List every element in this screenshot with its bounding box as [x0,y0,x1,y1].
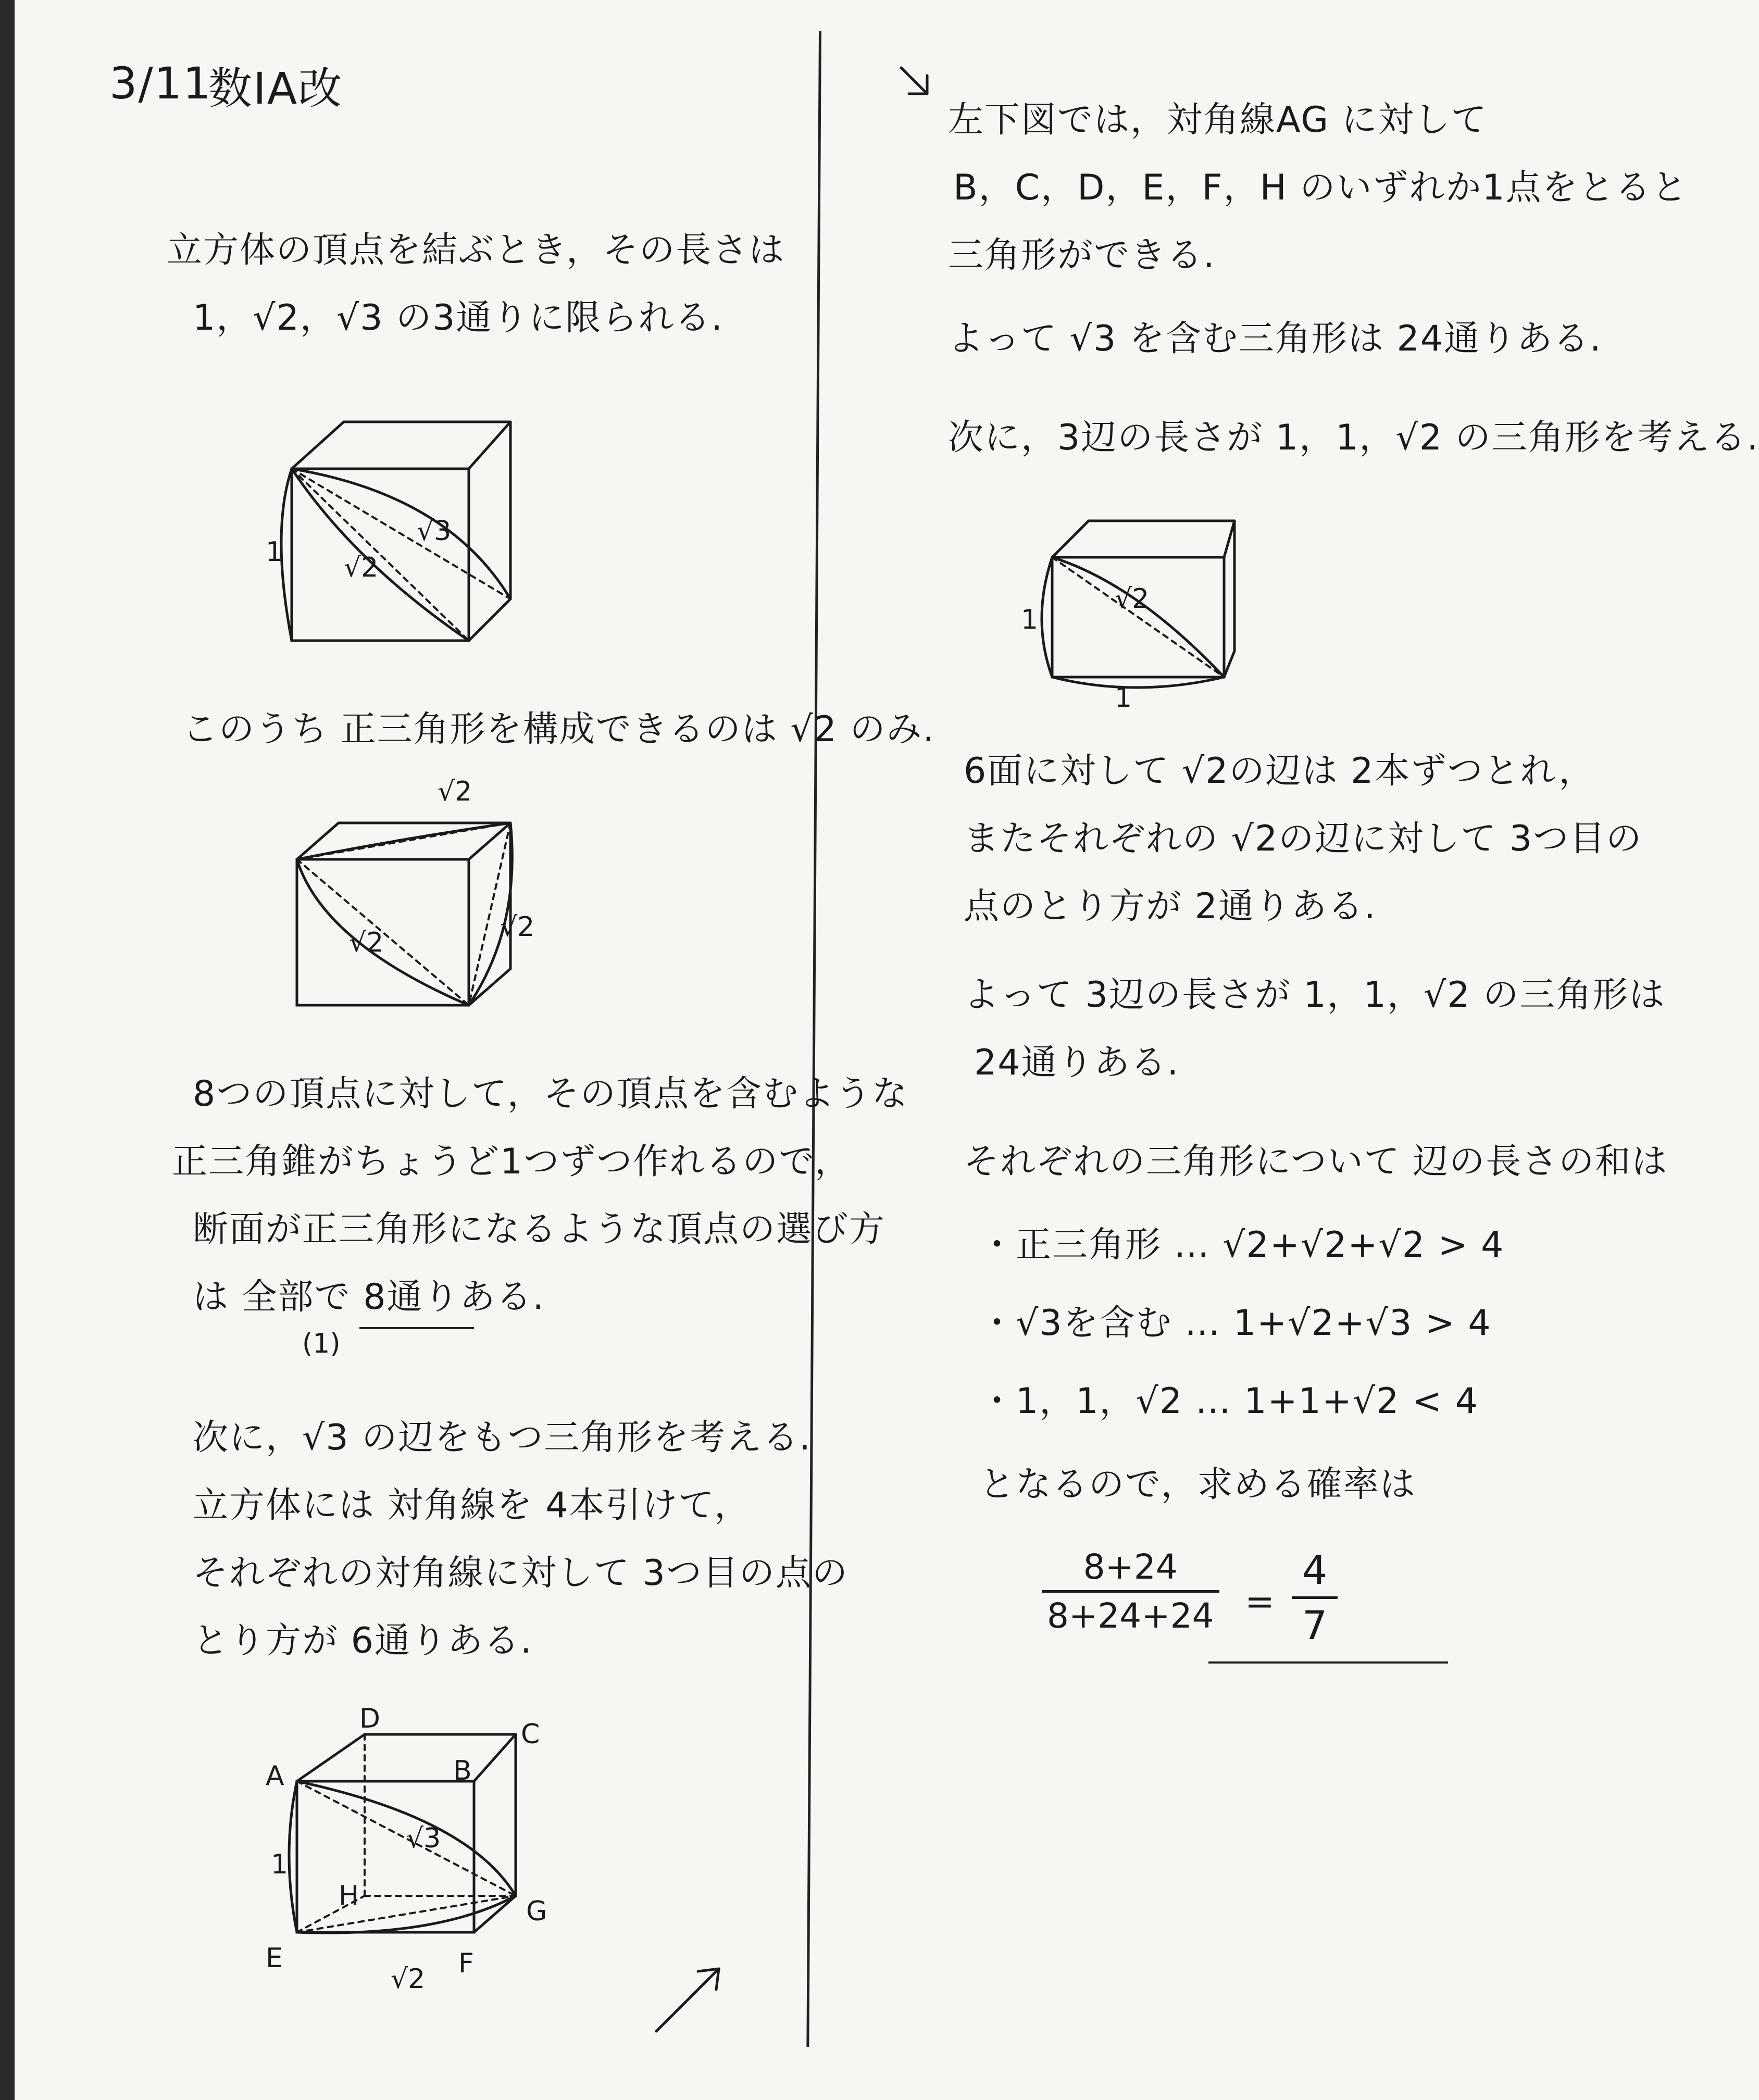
fig3-label-one: 1 [271,1849,289,1880]
answer-underline-2 [1208,1661,1448,1664]
intro-line-2: 1，√2，√3 の3通りに限られる. [193,297,723,339]
cube-figure-2 [281,813,531,1021]
fraction-numerator: 8+24 [1083,1547,1178,1587]
fig1-label-sqrt3: √3 [417,516,452,547]
vertex-label-e: E [266,1943,283,1974]
fig1-label-sqrt2: √2 [344,552,379,583]
para1-line-2: 正三角錐がちょうど1つずつ作れるので， [172,1141,851,1182]
right-p5-line-2: 24通りある. [974,1042,1180,1083]
column-divider [806,31,821,2047]
vertex-label-g: G [526,1896,547,1927]
fraction-bar [1042,1590,1219,1593]
fig2-label-top: √2 [438,776,472,807]
cube-figure-1 [260,411,531,661]
probability-fraction [1042,1547,1219,1636]
fraction-denominator: 8+24+24 [1047,1596,1214,1636]
fig4-label-sqrt2: √2 [1115,583,1150,615]
para2-line-3: それぞれの対角線に対して 3つ目の点の [193,1553,849,1594]
date: 3/11 [109,58,212,109]
fig2-label-right: √2 [500,911,535,943]
result-denominator: 7 [1302,1602,1328,1648]
right-p7: となるので，求める確率は [979,1464,1416,1505]
result-fraction [1292,1547,1338,1648]
right-p6: それぞれの三角形について 辺の長さの和は [964,1141,1668,1182]
right-p1-line-3: 三角形ができる. [948,235,1216,276]
fig3-label-sqrt2: √2 [391,1964,426,1995]
fig4-label-one-left: 1 [1021,604,1039,635]
para2-line-2: 立方体には 対角線を 4本引けて， [193,1485,751,1526]
fig3-label-sqrt3: √3 [406,1823,441,1854]
right-p5-line-1: よって 3辺の長さが 1，1，√2 の三角形は [964,974,1666,1016]
fig4-label-one-bottom: 1 [1115,682,1132,714]
list-item-sqrt3: ・√3を含む … 1+√2+√3 > 4 [979,1303,1492,1344]
para1-line-3: 断面が正三角形になるような頂点の選び方 [193,1209,886,1250]
equilateral-note: このうち 正三角形を構成できるのは √2 のみ. [182,709,935,750]
vertex-label-d: D [359,1703,381,1734]
result-fraction-bar [1292,1596,1338,1599]
fig1-label-one: 1 [266,536,283,568]
vertex-label-c: C [521,1719,540,1750]
page-edge [0,0,15,2100]
list-item-112: ・1，1，√2 … 1+1+√2 < 4 [979,1381,1479,1422]
right-p4-line-3: 点のとり方が 2通りある. [964,886,1377,927]
para1-line-1: 8つの頂点に対して，その頂点を含むような [193,1073,908,1115]
intro-line-1: 立方体の頂点を結ぶとき，その長さは [167,230,785,271]
result-numerator: 4 [1302,1547,1328,1593]
fig2-label-left: √2 [349,927,384,958]
answer-underline-1 [359,1327,474,1329]
vertex-label-a: A [266,1760,284,1792]
right-p3: 次に，3辺の長さが 1，1，√2 の三角形を考える. [948,417,1759,458]
vertex-label-b: B [453,1755,472,1786]
continue-arrow-icon [646,1958,729,2042]
right-p1-line-1: 左下図では，対角線AG に対して [948,99,1488,141]
right-p1-line-2: B，C，D，E，F，H のいずれか1点をとると [953,167,1688,208]
equals-sign: = [1245,1581,1276,1622]
page-title: 数ⅠA改 [208,63,343,114]
right-p4-line-1: 6面に対して √2の辺は 2本ずつとれ， [964,751,1595,792]
para1-line-4: は 全部で 8通りある. [193,1277,545,1318]
vertex-label-h: H [339,1880,359,1911]
right-p2: よって √3 を含む三角形は 24通りある. [948,318,1602,359]
para1-mark: (1) [302,1328,341,1359]
para2-line-1: 次に，√3 の辺をもつ三角形を考える. [193,1417,812,1458]
right-p4-line-2: またそれぞれの √2の辺に対して 3つ目の [964,818,1643,859]
para2-line-4: とり方が 6通りある. [193,1620,533,1661]
vertex-label-f: F [458,1948,474,1979]
list-item-equilateral: ・正三角形 … √2+√2+√2 > 4 [979,1224,1505,1266]
continued-arrow-icon [896,63,938,104]
